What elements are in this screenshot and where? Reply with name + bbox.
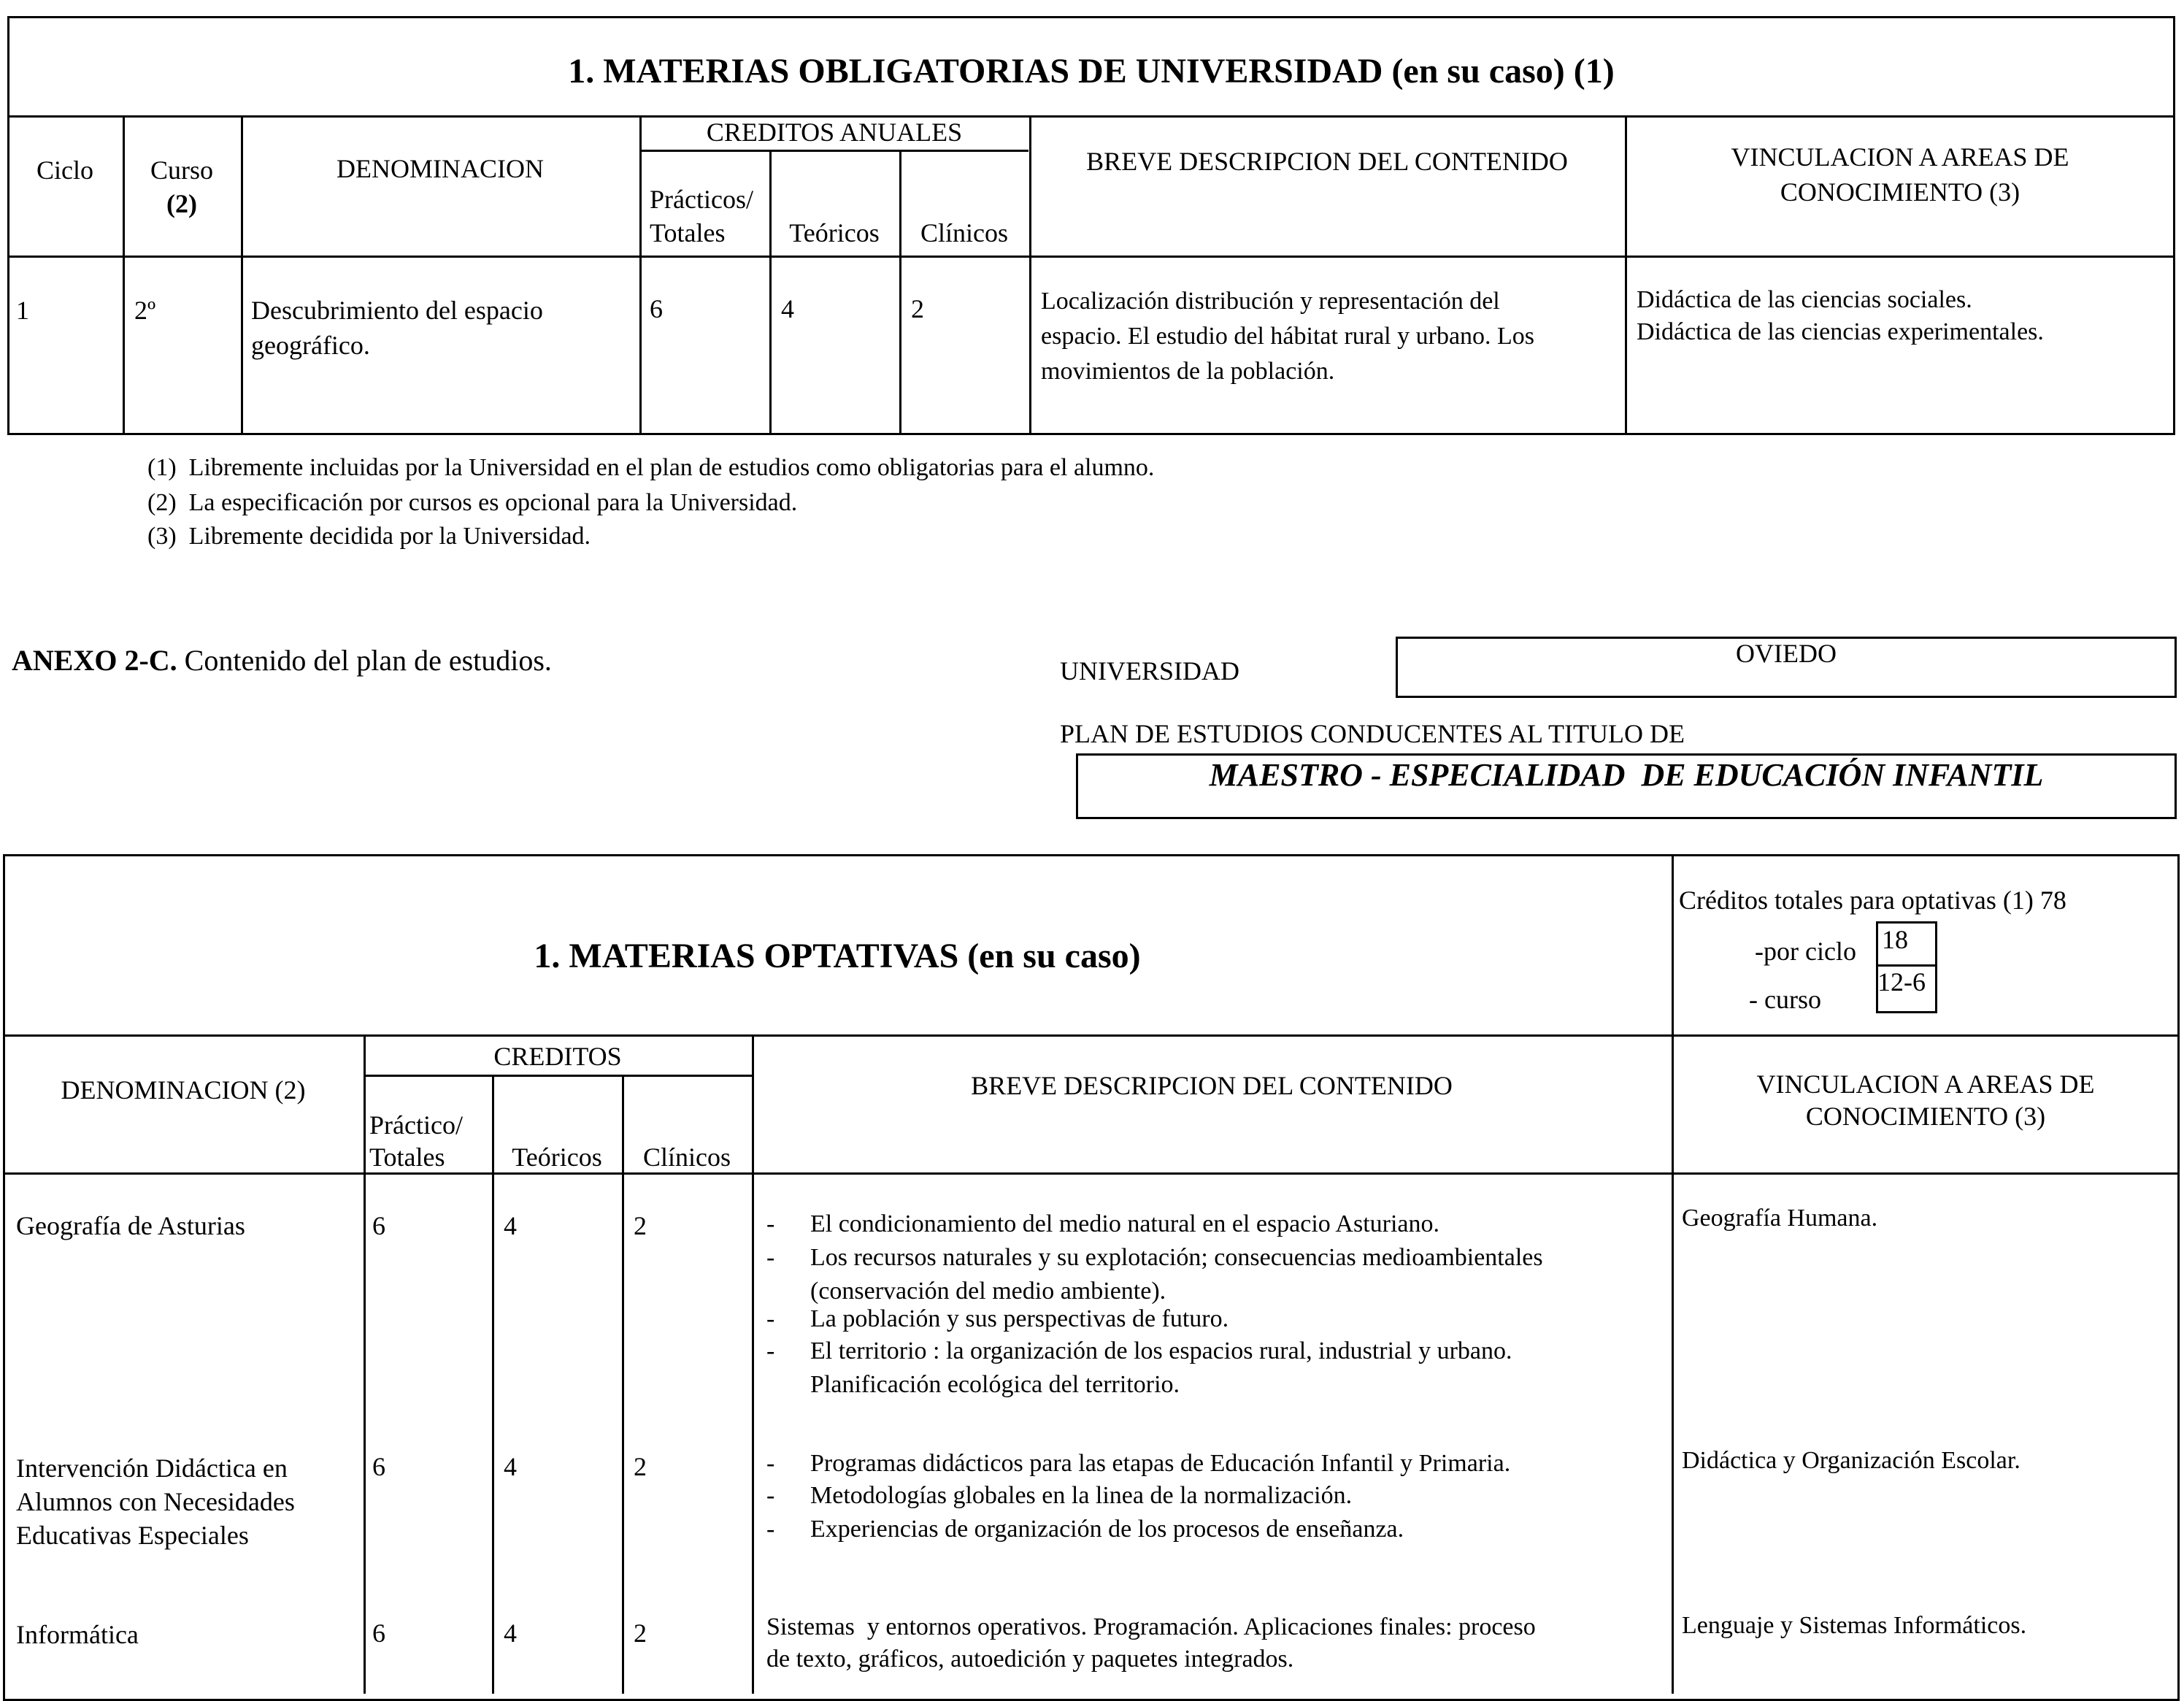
header-curso-note: (2) [166, 189, 197, 218]
row2-vinculacion: Didáctica y Organización Escolar. [1682, 1447, 2020, 1474]
header2-vinculacion: VINCULACION A AREAS DE [1756, 1070, 2095, 1099]
titulo-value: MAESTRO - ESPECIALIDAD DE EDUCACIÓN INFANTIL [1209, 757, 2044, 793]
header2-denominacion: DENOMINACION (2) [61, 1075, 306, 1105]
row-descripcion-2: espacio. El estudio del hábitat rural y urbano. Los [1041, 323, 1535, 350]
curso-value: 12-6 [1877, 967, 1926, 997]
plan-label: PLAN DE ESTUDIOS CONDUCENTES AL TITULO DE [1060, 719, 1685, 748]
footnote-1: (1) Libremente incluidas por la Universidad en el plan de estudios como obligatorias para el alumno. [147, 454, 1155, 481]
header-curso: Curso [150, 155, 213, 185]
footnote-2: (2) La especificación por cursos es opcional para la Universidad. [147, 489, 798, 516]
row2-denominacion-2: Alumnos con Necesidades [16, 1487, 295, 1516]
row3-vinculacion: Lenguaje y Sistemas Informáticos. [1682, 1612, 2027, 1639]
header-creditos-anuales: CREDITOS ANUALES [706, 118, 963, 147]
header-ciclo: Ciclo [36, 155, 93, 185]
anexo-text: Contenido del plan de estudios. [184, 644, 552, 677]
universidad-label: UNIVERSIDAD [1060, 656, 1239, 686]
row3-totales: 6 [372, 1619, 385, 1648]
row-vinculacion-2: Didáctica de las ciencias experimentales. [1637, 318, 2044, 345]
row2-teoricos: 4 [504, 1452, 517, 1481]
header-clinicos: Clínicos [920, 218, 1008, 247]
header-descripcion: BREVE DESCRIPCION DEL CONTENIDO [1086, 147, 1568, 176]
row3-clinicos: 2 [634, 1619, 647, 1648]
creditos-totales: Créditos totales para optativas (1) 78 [1679, 886, 2066, 915]
row-denominacion: Descubrimiento del espacio [251, 296, 543, 325]
row3-teoricos: 4 [504, 1619, 517, 1648]
header2-clinicos: Clínicos [642, 1143, 731, 1172]
header2-teoricos: Teóricos [512, 1143, 602, 1172]
obligatorias-title: 1. MATERIAS OBLIGATORIAS DE UNIVERSIDAD (en su caso) (1) [568, 52, 1615, 91]
header2-descripcion: BREVE DESCRIPCION DEL CONTENIDO [971, 1071, 1453, 1100]
anexo-heading [12, 642, 552, 679]
row-descripcion-3: movimientos de la población. [1041, 358, 1335, 385]
row-vinculacion: Didáctica de las ciencias sociales. [1637, 286, 1972, 313]
row-totales: 6 [650, 294, 663, 323]
row2-denominacion: Intervención Didáctica en [16, 1454, 288, 1483]
header-vinculacion: VINCULACION A AREAS DE [1731, 142, 2069, 172]
row3-denominacion: Informática [16, 1620, 139, 1649]
universidad-value: OVIEDO [1736, 639, 1837, 668]
row-ciclo: 1 [16, 296, 29, 325]
row-denominacion-2: geográfico. [251, 331, 370, 360]
footnote-3: (3) Libremente decidida por la Universidad. [147, 523, 591, 550]
row3-descripcion-2: de texto, gráficos, autoedición y paquetes integrados. [766, 1646, 1294, 1673]
row1-clinicos: 2 [634, 1211, 647, 1240]
header-totales: Totales [650, 218, 726, 247]
header-teoricos: Teóricos [789, 218, 880, 247]
row-curso: 2º [134, 296, 156, 325]
row-teoricos: 4 [781, 294, 794, 323]
row2-totales: 6 [372, 1452, 385, 1481]
header-denominacion: DENOMINACION [337, 154, 544, 183]
por-ciclo-label: -por ciclo [1755, 937, 1856, 966]
row1-teoricos: 4 [504, 1211, 517, 1240]
header2-creditos: CREDITOS [493, 1042, 622, 1071]
row1-denominacion: Geografía de Asturias [16, 1211, 245, 1240]
row-clinicos: 2 [911, 294, 924, 323]
header2-practico: Práctico/ [369, 1110, 463, 1140]
row1-vinculacion: Geografía Humana. [1682, 1205, 1878, 1232]
row3-descripcion: Sistemas y entornos operativos. Programación. Aplicaciones finales: proceso [766, 1613, 1536, 1640]
row2-clinicos: 2 [634, 1452, 647, 1481]
row2-denominacion-3: Educativas Especiales [16, 1521, 249, 1550]
anexo-label: ANEXO 2-C. [12, 644, 177, 677]
header-practicos: Prácticos/ [650, 185, 753, 214]
row1-totales: 6 [372, 1211, 385, 1240]
por-ciclo-value: 18 [1882, 925, 1908, 954]
curso-label: - curso [1749, 985, 1821, 1014]
row-descripcion: Localización distribución y representación del [1041, 288, 1500, 315]
optativas-title: 1. MATERIAS OPTATIVAS (en su caso) [534, 937, 1141, 975]
header-vinculacion-2: CONOCIMIENTO (3) [1780, 177, 2020, 207]
header2-vinculacion-2: CONOCIMIENTO (3) [1805, 1102, 2046, 1131]
header2-totales: Totales [369, 1143, 445, 1172]
